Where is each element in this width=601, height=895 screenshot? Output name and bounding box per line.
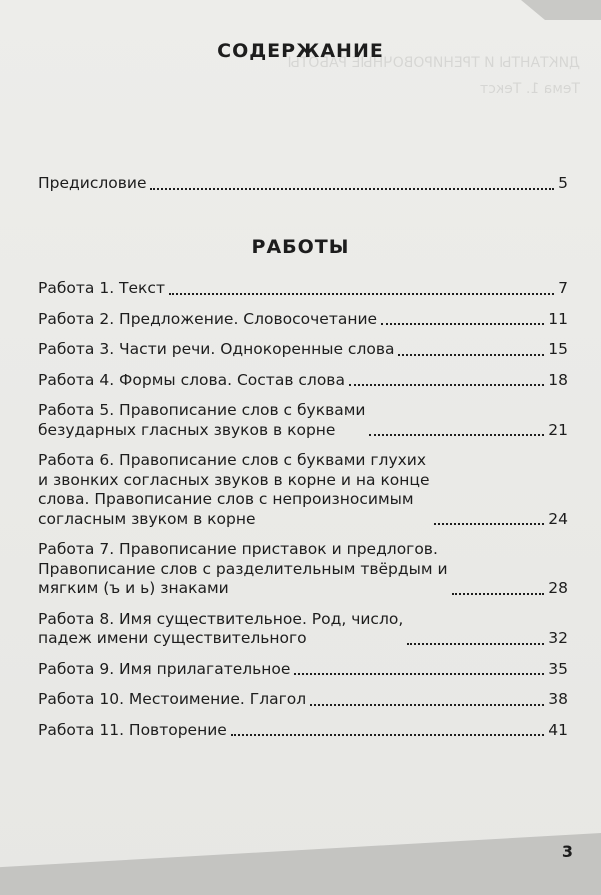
toc-entry[interactable] [38,310,568,330]
toc-entry[interactable] [38,721,568,741]
leader-dots [381,323,544,325]
leader-dots [398,354,544,356]
footer-band [0,833,601,895]
leader-dots [169,293,554,295]
toc-list [38,279,568,751]
toc-entry-title: Работа 6. Правописание слов с буквами глухих и звонких согласных звуков в корне и на конце слова. Правописание слов с непроизносимым согласным звуком в корне [38,451,430,528]
toc-entry-title: Работа 4. Формы слова. Состав слова [38,370,345,389]
toc-entry[interactable] [38,340,568,360]
toc-entry[interactable] [38,279,568,299]
toc-entry[interactable] [38,610,568,649]
toc-entry-page: 5 [558,174,568,192]
toc-entry-page: 15 [548,340,568,359]
toc-intro [38,174,568,205]
toc-entry-page: 21 [548,420,568,439]
leader-dots [310,704,544,706]
toc-entry-page: 18 [548,370,568,389]
toc-entry-title: Работа 7. Правописание приставок и предлогов. Правописание слов с разделительным твёрдым и мягким (ъ и ь) знаками [38,540,448,598]
toc-entry-page: 41 [548,720,568,739]
leader-dots [369,434,544,436]
page-number: 3 [561,842,573,861]
toc-entry[interactable] [38,690,568,710]
bleed-through-text: ДИКТАНТЫ И ТРЕНИРОВОЧНЫЕ РАБОТЫ Тема 1. Текст [287,55,580,97]
toc-entry-title: Работа 11. Повторение [38,720,227,739]
toc-entry-page: 28 [548,579,568,598]
toc-entry-title: Работа 2. Предложение. Словосочетание [38,309,378,328]
leader-dots [349,384,544,386]
leader-dots [407,643,544,645]
toc-entry-page: 38 [548,690,568,709]
corner-decoration [521,0,601,20]
toc-entry-title: Работа 8. Имя существительное. Род, число, падеж имени существительного [38,609,404,648]
page-title: СОДЕРЖАНИЕ [217,40,384,62]
toc-entry-title: Предисловие [38,174,147,192]
toc-entry[interactable] [38,401,568,440]
toc-entry-title: Работа 9. Имя прилагательное [38,659,291,678]
leader-dots [294,673,544,675]
leader-dots [231,734,544,736]
toc-entry-title: Работа 10. Местоимение. Глагол [38,690,307,709]
toc-entry-preface[interactable] [38,174,568,194]
toc-entry[interactable] [38,371,568,391]
toc-entry-page: 32 [548,629,568,648]
toc-entry-title: Работа 1. Текст [38,279,165,297]
toc-entry-page: 24 [548,509,568,528]
leader-dots [150,188,554,190]
toc-entry[interactable] [38,451,568,529]
toc-entry-title: Работа 3. Части речи. Однокоренные слова [38,340,395,359]
toc-entry-page: 35 [548,659,568,678]
toc-entry-page: 11 [548,309,568,328]
leader-dots [452,593,545,595]
toc-entry-page: 7 [558,279,568,297]
toc-entry[interactable] [38,540,568,599]
section-heading: РАБОТЫ [251,236,350,258]
toc-entry-title: Работа 5. Правописание слов с буквами безударных гласных звуков в корне [38,401,366,439]
leader-dots [434,523,545,525]
toc-entry[interactable] [38,660,568,680]
